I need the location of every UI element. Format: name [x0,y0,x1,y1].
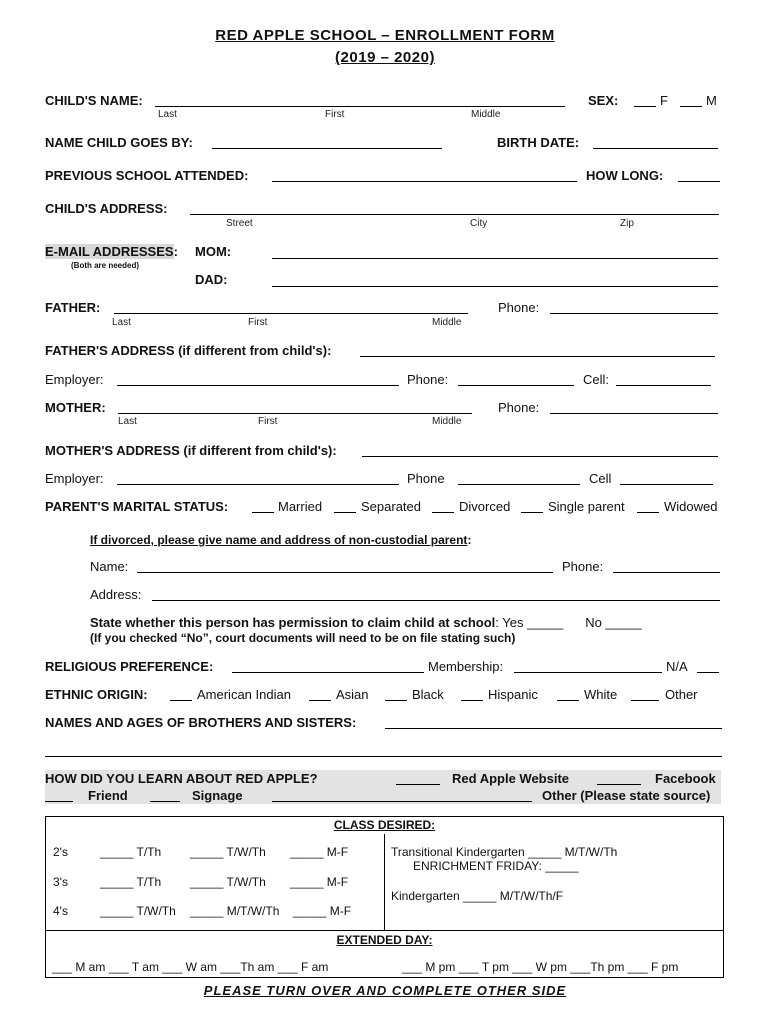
signage-check[interactable] [150,801,180,802]
noncustodial-name-label: Name: [90,559,129,574]
mother-employer-label: Employer: [45,471,104,486]
father-first-caption: First [248,317,268,328]
website-label: Red Apple Website [452,771,570,786]
hispanic-label: Hispanic [488,687,538,702]
father-address-label: FATHER'S ADDRESS (if different from child's): [45,343,332,358]
divorced-heading [90,533,471,547]
class-row-4s-age: 4's [53,904,68,918]
friend-label: Friend [88,788,128,803]
hispanic-check[interactable] [461,700,483,701]
mother-address-field[interactable] [362,456,718,457]
father-work-phone-field[interactable] [458,385,574,386]
mother-phone-field[interactable] [550,413,718,414]
how-long-field[interactable] [678,181,720,182]
mom-email-field[interactable] [272,258,718,259]
father-label: FATHER: [45,300,101,315]
single-parent-check[interactable] [521,512,543,513]
membership-label: Membership: [428,659,504,674]
mother-label: MOTHER: [45,400,106,415]
prev-school-label: PREVIOUS SCHOOL ATTENDED: [45,168,249,183]
extended-day-title: EXTENDED DAY: [336,933,433,947]
white-label: White [584,687,618,702]
mother-work-phone-label: Phone [407,471,445,486]
father-employer-field[interactable] [117,385,399,386]
facebook-label: Facebook [655,771,716,786]
enrichment-friday[interactable]: ENRICHMENT FRIDAY: _____ [413,859,579,873]
childs-name-label: CHILD'S NAME: [45,93,143,108]
divorced-heading-colon: : [467,533,472,547]
noncustodial-phone-field[interactable] [613,572,720,573]
class-row-4s-b[interactable]: _____ M/T/W/Th [190,904,280,918]
siblings-field-2[interactable] [45,756,722,757]
email-note: (Both are needed) [71,261,140,270]
dad-email-field[interactable] [272,286,718,287]
transitional-kindergarten[interactable]: Transitional Kindergarten _____ M/T/W/Th [391,845,618,859]
marital-status-label: PARENT'S MARITAL STATUS: [45,499,229,514]
other-source-label: Other (Please state source) [542,788,711,803]
court-documents-note: (If you checked “No”, court documents will need to be on file stating such) [90,631,516,645]
how-long-label: HOW LONG: [586,168,664,183]
noncustodial-phone-label: Phone: [562,559,604,574]
american-indian-label: American Indian [197,687,291,702]
form-title: RED APPLE SCHOOL – ENROLLMENT FORM [215,27,555,44]
email-label [45,244,178,259]
child-address-label: CHILD'S ADDRESS: [45,201,168,216]
extended-am-options[interactable]: ___ M am ___ T am ___ W am ___Th am ___ F am [52,960,329,974]
separated-label: Separated [361,499,421,514]
first-caption: First [325,109,345,120]
siblings-label: NAMES AND AGES OF BROTHERS AND SISTERS: [45,715,357,730]
na-label: N/A [666,659,688,674]
asian-label: Asian [336,687,369,702]
father-address-field[interactable] [360,356,715,357]
facebook-check[interactable] [597,784,641,785]
signage-label: Signage [192,788,243,803]
class-row-3s-c[interactable]: _____ M-F [290,875,349,889]
religious-field[interactable] [232,672,424,673]
last-caption: Last [158,109,177,120]
city-caption: City [470,218,488,229]
permission-yes[interactable]: : Yes _____ [495,615,564,630]
sex-f-field[interactable] [634,106,656,107]
ethnic-origin-label: ETHNIC ORIGIN: [45,687,148,702]
child-address-field[interactable] [190,214,719,215]
class-row-2s-b[interactable]: _____ T/W/Th [190,845,266,859]
birth-date-field[interactable] [593,148,718,149]
class-row-3s-a[interactable]: _____ T/Th [100,875,162,889]
widowed-label: Widowed [664,499,718,514]
mother-phone-label: Phone: [498,400,540,415]
mother-name-field[interactable] [118,413,472,414]
turn-over-footer: PLEASE TURN OVER AND COMPLETE OTHER SIDE [203,983,567,998]
father-cell-label: Cell: [583,372,610,387]
black-check[interactable] [385,700,407,701]
mother-cell-field[interactable] [620,484,713,485]
father-middle-caption: Middle [432,317,462,328]
separated-check[interactable] [334,512,356,513]
goes-by-label: NAME CHILD GOES BY: [45,135,193,150]
other-ethnic-check[interactable] [631,700,659,701]
na-check[interactable] [697,672,719,673]
class-row-3s-b[interactable]: _____ T/W/Th [190,875,266,889]
zip-caption: Zip [620,218,634,229]
sex-m-field[interactable] [680,106,702,107]
dad-label: DAD: [195,272,228,287]
class-row-2s-age: 2's [53,845,68,859]
sex-m-label: M [706,93,717,108]
father-last-caption: Last [112,317,131,328]
class-row-2s-c[interactable]: _____ M-F [290,845,349,859]
noncustodial-address-field[interactable] [152,600,720,601]
membership-field[interactable] [514,672,662,673]
widowed-check[interactable] [637,512,659,513]
email-colon: : [173,244,178,259]
mother-first-caption: First [258,416,278,427]
permission-no[interactable]: No _____ [585,615,642,630]
religious-label: RELIGIOUS PREFERENCE: [45,659,214,674]
class-row-4s-c[interactable]: _____ M-F [293,904,352,918]
childs-name-field[interactable] [155,106,565,107]
siblings-field-1[interactable] [385,728,722,729]
goes-by-field[interactable] [212,148,442,149]
sex-label: SEX: [588,93,619,108]
father-work-phone-label: Phone: [407,372,449,387]
father-employer-label: Employer: [45,372,104,387]
father-cell-field[interactable] [616,385,711,386]
father-phone-label: Phone: [498,300,540,315]
prev-school-field[interactable] [272,181,577,182]
divorced-heading-text: If divorced, please give name and address of non-custodial parent [90,533,468,547]
married-label: Married [278,499,323,514]
single-parent-label: Single parent [548,499,625,514]
noncustodial-name-field[interactable] [137,572,553,573]
kindergarten[interactable]: Kindergarten _____ M/T/W/Th/F [391,889,564,903]
extended-pm-options[interactable]: ___ M pm ___ T pm ___ W pm ___Th pm ___ F pm [402,960,679,974]
class-divider [384,834,385,930]
class-row-3s-age: 3's [53,875,68,889]
class-row-2s-a[interactable]: _____ T/Th [100,845,162,859]
permission-line [90,615,642,630]
asian-check[interactable] [309,700,331,701]
mother-middle-caption: Middle [432,416,462,427]
permission-question: State whether this person has permission to claim child at school [90,615,496,630]
middle-caption: Middle [471,109,501,120]
divorced-check[interactable] [432,512,454,513]
mother-employer-field[interactable] [117,484,399,485]
friend-check[interactable] [45,801,73,802]
father-phone-field[interactable] [550,313,718,314]
street-caption: Street [226,218,253,229]
class-desired-title: CLASS DESIRED: [333,818,436,832]
mother-address-label: MOTHER'S ADDRESS (if different from child's): [45,443,337,458]
email-label-text: E-MAIL ADDRESSES [45,244,174,259]
father-name-field[interactable] [114,313,468,314]
learn-question: HOW DID YOU LEARN ABOUT RED APPLE? [45,771,318,786]
extended-divider [45,930,724,931]
mom-label: MOM: [195,244,232,259]
other-ethnic-label: Other [665,687,698,702]
black-label: Black [412,687,444,702]
white-check[interactable] [557,700,579,701]
divorced-label: Divorced [459,499,511,514]
school-year: (2019 – 2020) [335,49,435,66]
class-row-4s-a[interactable]: _____ T/W/Th [100,904,176,918]
married-check[interactable] [252,512,274,513]
website-check[interactable] [396,784,440,785]
american-indian-check[interactable] [170,700,192,701]
sex-f-label: F [660,93,668,108]
birth-date-label: BIRTH DATE: [497,135,580,150]
mother-work-phone-field[interactable] [458,484,580,485]
noncustodial-address-label: Address: [90,587,142,602]
other-source-field[interactable] [272,801,532,802]
mother-cell-label: Cell [589,471,612,486]
mother-last-caption: Last [118,416,137,427]
